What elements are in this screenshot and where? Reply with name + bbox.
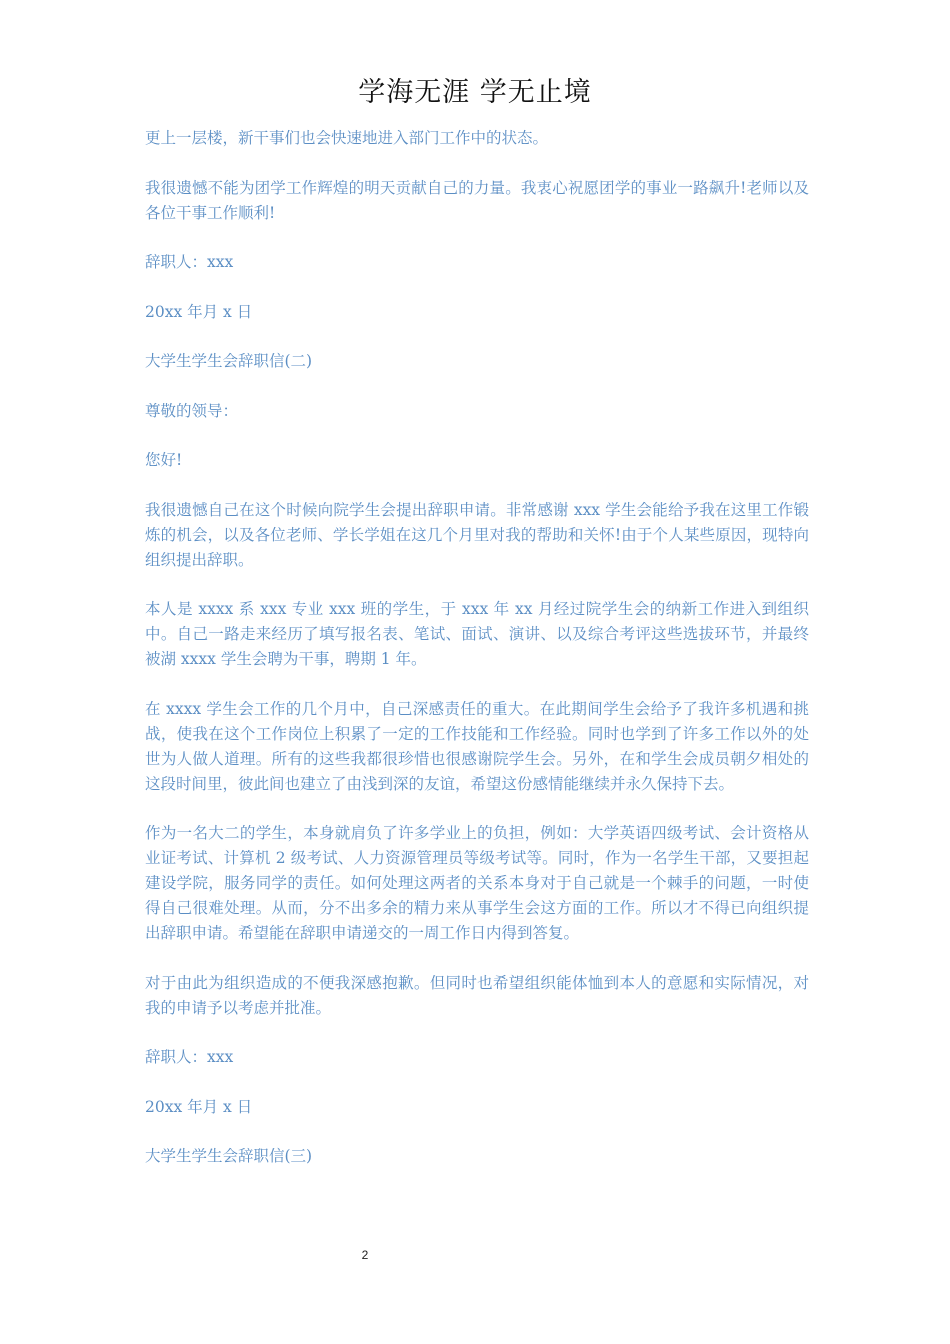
page-number: 2 (361, 1248, 369, 1262)
paragraph: 更上一层楼，新干事们也会快速地进入部门工作中的状态。 (145, 129, 549, 147)
paragraph: 对于由此为组织造成的不便我深感抱歉。但同时也希望组织能体恤到本人的意愿和实际情况，对我的申请予以考虑并批准。 (145, 973, 809, 1017)
salutation: 尊敬的领导： (145, 401, 239, 420)
date-line: 20xx 年月 x 日 (145, 302, 253, 321)
page-header-title: 学海无涯 学无止境 (358, 77, 592, 108)
document-body (145, 126, 809, 1194)
paragraph: 本人是 xxxx 系 xxx 专业 xxx 班的学生，于 xxx 年 xx 月经过院学生会的纳新工作进入到组织中。自己一路走来经历了填写报名表、笔试、面试、演讲、以及综合考评这些选拔环节，并最终被湖 xxxx 学生会聘为干事，聘期 1 年。 (145, 600, 809, 668)
paragraph: 在 xxxx 学生会工作的几个月中，自己深感责任的重大。在此期间学生会给予了我许多机遇和挑战，使我在这个工作岗位上积累了一定的工作技能和工作经验。同时也学到了许多工作以外的处世为人做人道理。所有的这些我都很珍惜也很感谢院学生会。另外，在和学生会成员朝夕相处的这段时间里，彼此间也建立了由浅到深的友谊，希望这份感情能继续并永久保持下去。 (145, 699, 809, 793)
greeting: 您好! (145, 451, 183, 469)
signature-line: 辞职人：xxx (145, 253, 234, 271)
signature-line: 辞职人：xxx (145, 1048, 234, 1066)
paragraph: 我很遗憾不能为团学工作辉煌的明天贡献自己的力量。我衷心祝愿团学的事业一路飙升!老师以及各位干事工作顺利! (145, 178, 809, 222)
paragraph: 我很遗憾自己在这个时候向院学生会提出辞职申请。非常感谢 xxx 学生会能给予我在这里工作锻炼的机会，以及各位老师、学长学姐在这几个月里对我的帮助和关怀!由于个人某些原因，现特向组织提出辞职。 (145, 500, 809, 569)
section-heading: 大学生学生会辞职信(二) (145, 352, 313, 370)
paragraph: 作为一名大二的学生，本身就肩负了许多学业上的负担，例如：大学英语四级考试、会计资格从业证考试、计算机 2 级考试、人力资源管理员等级考试等。同时，作为一名学生干部，又要担起建设学院，服务同学的责任。如何处理这两者的关系本身对于自己就是一个棘手的问题，一时使得自己很难处理。从而，分不出多余的精力来从事学生会这方面的工作。所以才不得已向组织提出辞职申请。希望能在辞职申请递交的一周工作日内得到答复。 (145, 824, 809, 942)
section-heading: 大学生学生会辞职信(三) (145, 1147, 313, 1165)
date-line: 20xx 年月 x 日 (145, 1097, 253, 1116)
